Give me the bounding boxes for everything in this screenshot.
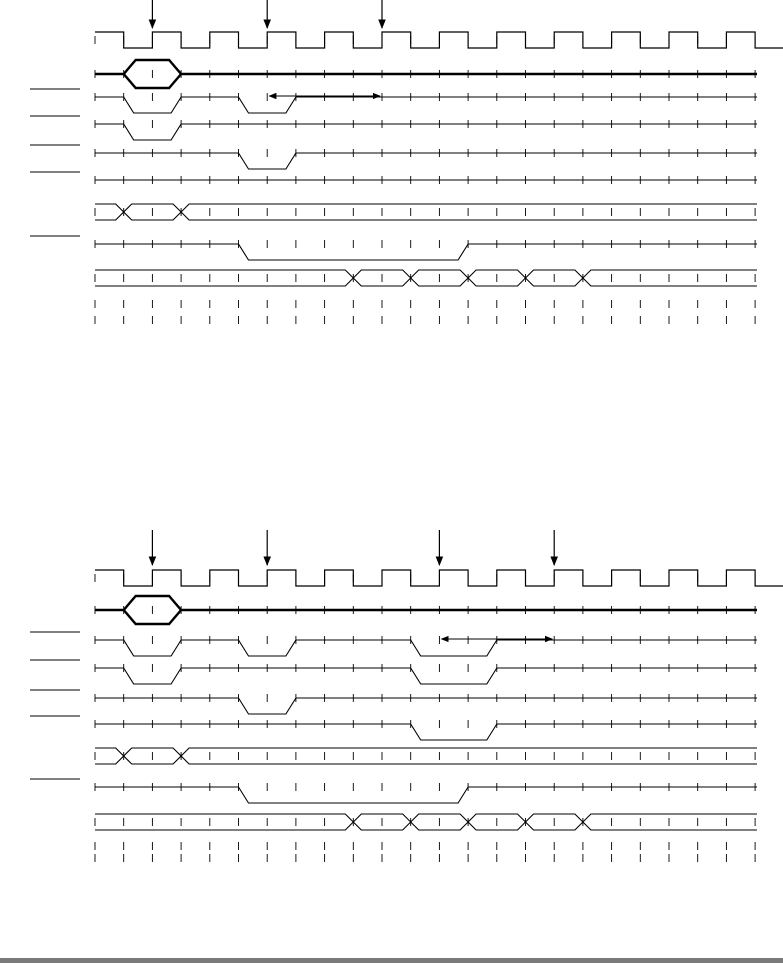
bus-line-a [95, 204, 757, 220]
signal-signal-8 [30, 236, 757, 260]
footer-rule [0, 958, 783, 963]
bus-line-b [95, 814, 757, 830]
pulse-waveform [95, 244, 757, 260]
signal-clock [95, 32, 783, 48]
signal-clock [95, 570, 783, 586]
tick-row-9 [95, 274, 783, 282]
signal-address-bus [95, 60, 757, 88]
pulse-waveform [95, 153, 757, 169]
upper-timing-diagram [30, 0, 783, 324]
signal-data-bus-2 [95, 814, 757, 830]
signal-signal-6 [30, 716, 757, 740]
signal-data-bus-2 [95, 270, 757, 286]
tick-row-7 [95, 752, 783, 760]
signal-data-bus-1 [95, 748, 757, 764]
tick-row-10 [95, 842, 783, 850]
signal-data-bus-1 [95, 204, 757, 220]
signal-signal-8 [30, 779, 757, 803]
tick-row-11 [95, 316, 783, 324]
signal-address-bus [95, 596, 757, 624]
pulse-waveform [95, 698, 757, 714]
pulse-waveform [95, 787, 757, 803]
bus-line-a [95, 270, 757, 286]
bus-line-a [95, 814, 757, 830]
signal-signal-4 [30, 660, 757, 684]
signal-signal-6 [30, 172, 757, 180]
tick-row-11 [95, 854, 783, 862]
bus-line-b [95, 748, 757, 764]
tick-row-9 [95, 818, 783, 826]
clock-waveform [95, 32, 783, 48]
clock-waveform [95, 570, 783, 586]
pulse-waveform [95, 724, 757, 740]
tick-row-7 [95, 208, 783, 216]
pulse-waveform [95, 124, 757, 140]
pulse-waveform [95, 668, 757, 684]
signal-signal-5 [30, 690, 757, 714]
bus-line-a [95, 748, 757, 764]
signal-signal-5 [30, 145, 757, 169]
bus-line-b [95, 270, 757, 286]
lower-timing-diagram [30, 530, 783, 862]
bus-waveform-upper [95, 60, 757, 74]
bus-line-b [95, 204, 757, 220]
signal-signal-4 [30, 116, 757, 140]
tick-row-10 [95, 300, 783, 308]
signal-signal-3 [30, 632, 757, 656]
bus-waveform-upper [95, 596, 757, 610]
signal-signal-3 [30, 89, 757, 113]
pulse-waveform [95, 640, 757, 656]
pulse-waveform [95, 97, 757, 113]
